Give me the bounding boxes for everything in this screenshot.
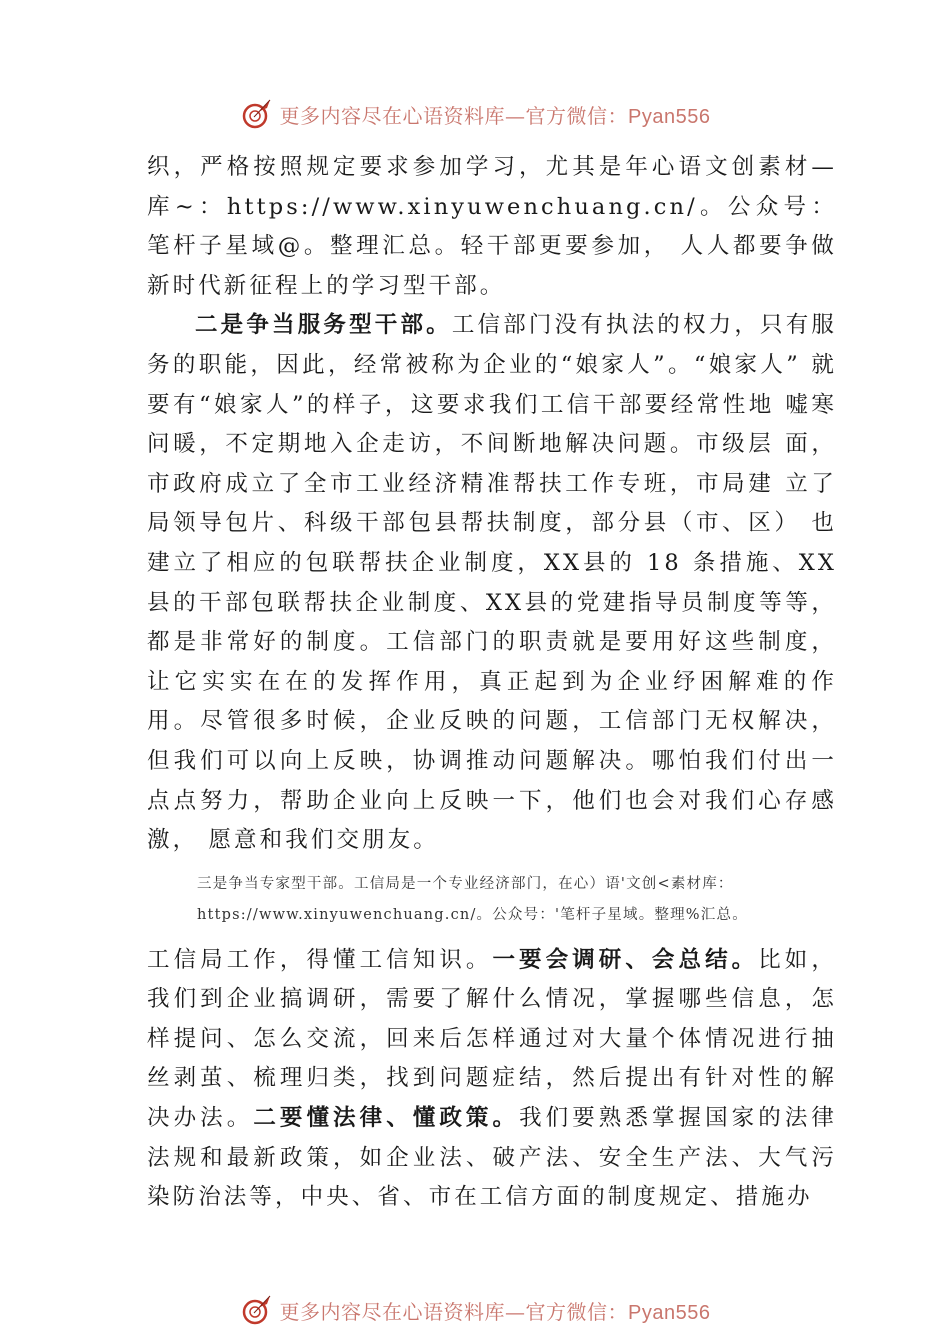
feather-pen-logo-icon	[240, 1293, 274, 1327]
paragraph-1: 织，严格按照规定要求参加学习，尤其是年心语文创素材—库~：https://www.xinyuwenchuang.cn/。公众号：笔杆子星域@。整理汇总。轻干部更要参加， 人人都要争做新时代新征程上的学习型干部。	[147, 154, 837, 299]
heading-law-policy: 二要懂法律、懂政策。	[253, 1105, 520, 1132]
banner-text: 更多内容尽在心语资料库—官方微信：Pyan556	[279, 1299, 711, 1324]
paragraph-2: 二是争当服务型干部。工信部门没有执法的权力，只有服务的职能，因此，经常被称为企业的“娘家人”。“娘家人” 就要有“娘家人”的样子，这要求我们工信干部要经常性地 嘘寒问暖，不定期地入企走访，不间断地解决问题。市级层 面，市政府成立了全市工业经济精准帮扶工作专班，市局建 立了局领导包片、科级干部包县帮扶制度，部分县（市、区） 也建立了相应的包联帮扶企业制度，XX县的 18 条措施、XX县的干部包联帮扶企业制度、XX县的党建指导员制度等等， 都是非常好的制度。工信部门的职责就是要用好这些制度， 让它实实在在的发挥作用，真正起到为企业纾困解难的作用。尽管很多时候，企业反映的问题，工信部门无权解决，但我们可以向上反映，协调推动问题解决。哪怕我们付出一点点努力，帮助企业向上反映一下，他们也会对我们心存感激， 愿意和我们交朋友。	[147, 312, 837, 854]
document-body	[147, 148, 837, 1218]
feather-pen-logo-icon	[240, 97, 274, 131]
small-note	[197, 869, 837, 931]
header-banner	[0, 92, 950, 136]
footer-banner	[0, 1288, 950, 1332]
banner-text: 更多内容尽在心语资料库—官方微信：Pyan556	[279, 103, 711, 128]
heading-service-cadre: 二是争当服务型干部。	[195, 312, 452, 339]
heading-research: 一要会调研、会总结。	[492, 946, 759, 973]
paragraph-4: 工信局工作，得懂工信知识。一要会调研、会总结。比如，我们到企业搞调研，需要了解什么情况，掌握哪些信息，怎样提问、怎么交流，回来后怎样通过对大量个体情况进行抽丝剥茧、梳理归类，找到问题症结，然后提出有针对性的解决办法。二要懂法律、懂政策。我们要熟悉掌握国家的法律法规和最新政策，如企业法、破产法、安全生产法、大气污染防治法等，中央、省、市在工信方面的制度规定、措施办	[147, 946, 838, 1211]
small-note-line-2: https://www.xinyuwenchuang.cn/。公众号：'笔杆子星域。整理%汇总。	[197, 906, 748, 923]
small-note-line-1: 三是争当专家型干部。工信局是一个专业经济部门，在心）语'文创<素材库：	[197, 875, 734, 892]
